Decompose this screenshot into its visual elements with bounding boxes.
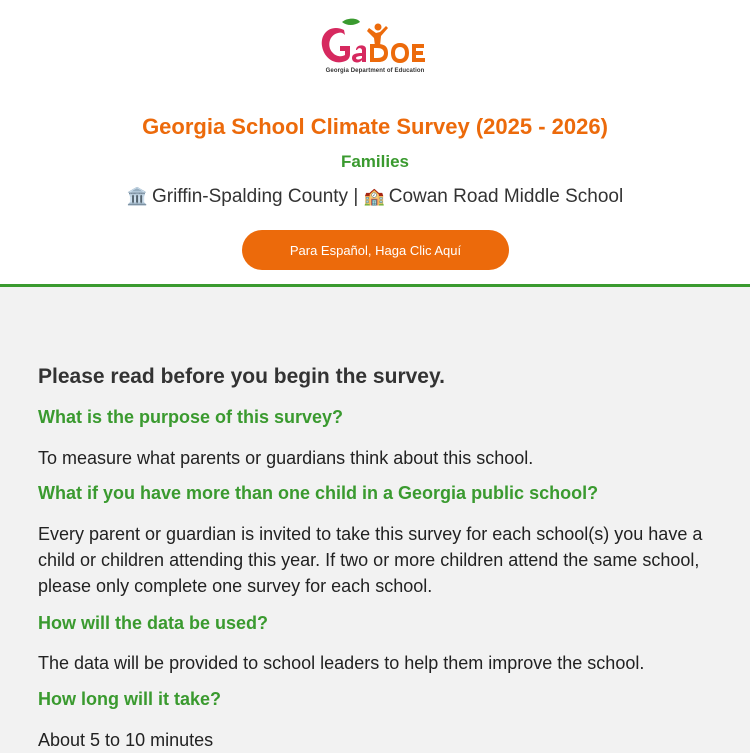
section-question: How will the data be used? bbox=[38, 613, 269, 633]
section-answer: About 5 to 10 minutes bbox=[38, 730, 214, 750]
section-question: How long will it take? bbox=[38, 689, 222, 709]
gadoe-logo-icon bbox=[314, 18, 436, 68]
location-separator: | bbox=[353, 186, 359, 207]
school-name: Cowan Road Middle School bbox=[388, 186, 624, 207]
section-answer: The data will be provided to school leaders to help them improve the school. bbox=[38, 653, 645, 673]
survey-header bbox=[0, 0, 750, 287]
spanish-language-button[interactable]: Para Español, Haga Clic Aquí bbox=[242, 230, 509, 270]
gadoe-logo bbox=[314, 18, 436, 78]
school-building-icon: 🏫 bbox=[363, 187, 385, 206]
survey-title: Georgia School Climate Survey (2025 - 2026) bbox=[142, 114, 608, 139]
intro-heading: Please read before you begin the survey. bbox=[38, 365, 445, 388]
district-name: Griffin-Spalding County bbox=[151, 186, 349, 207]
logo-tagline: Georgia Department of Education bbox=[325, 68, 425, 74]
school-location bbox=[0, 186, 750, 208]
section-answer: Every parent or guardian is invited to take this survey for each school(s) you have a child or children attending this year. If two or more children attend the same school, please only complete one survey for each school. bbox=[38, 524, 703, 596]
district-building-icon: 🏛️ bbox=[126, 187, 148, 206]
section-answer: To measure what parents or guardians think about this school. bbox=[38, 448, 534, 468]
section-question: What if you have more than one child in a Georgia public school? bbox=[38, 483, 599, 503]
section-question: What is the purpose of this survey? bbox=[38, 407, 344, 427]
survey-audience: Families bbox=[340, 152, 410, 171]
